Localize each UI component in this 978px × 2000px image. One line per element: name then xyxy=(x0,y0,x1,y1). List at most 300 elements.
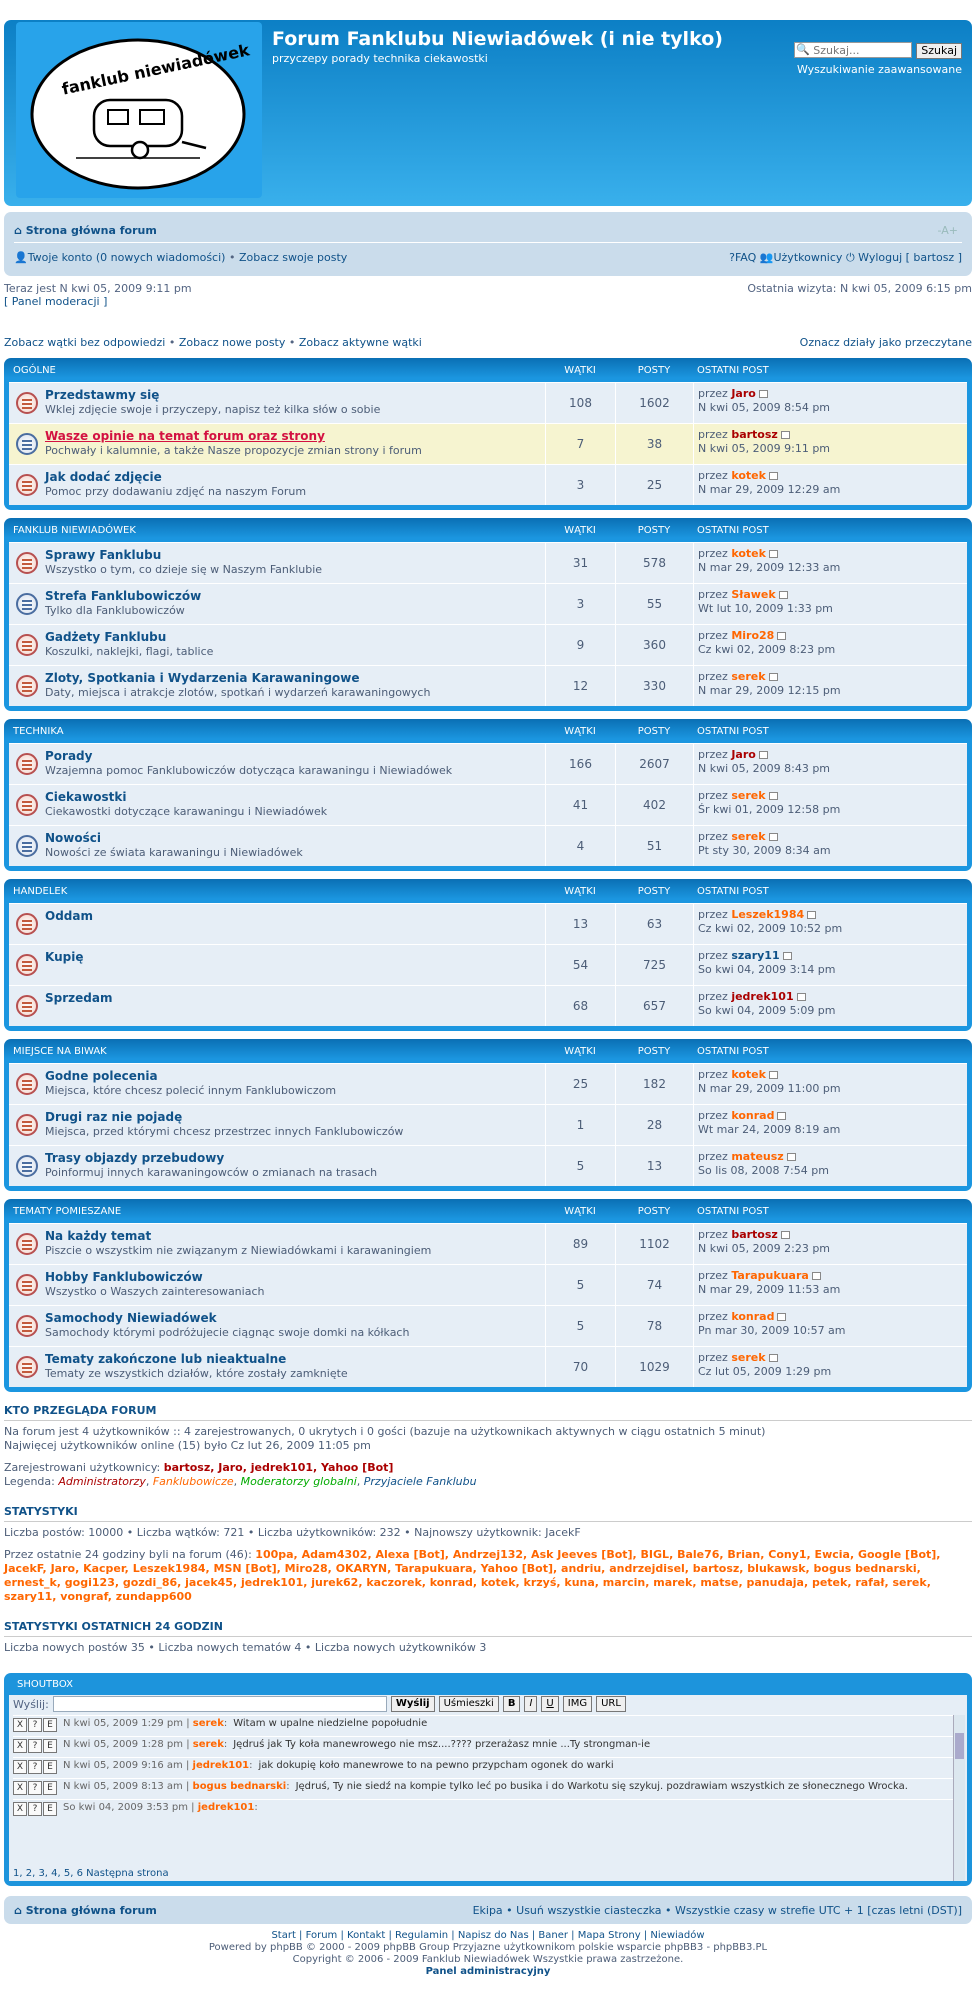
italic-button[interactable]: I xyxy=(524,1696,537,1712)
forum-posts-count: 725 xyxy=(615,945,693,985)
forum-description: Daty, miejsca i atrakcje zlotów, spotkań i wydarzeń karawaningowych xyxy=(45,686,431,699)
statistics-24h xyxy=(4,1620,972,1655)
last-post-by: przez xyxy=(698,469,732,482)
forum-title-cell xyxy=(45,1265,545,1305)
forum-title-cell xyxy=(45,625,545,665)
bold-button[interactable]: B xyxy=(503,1696,521,1712)
last-post-date: N mar 29, 2009 12:29 am xyxy=(698,483,841,496)
last-post-date: Śr kwi 01, 2009 12:58 pm xyxy=(698,803,841,816)
col-topics: WĄTKI xyxy=(564,1045,596,1057)
footer-links[interactable]: Start | Forum | Kontakt | Regulamin | Napisz do Nas | Baner | Mapa Strony | Niewiadów xyxy=(271,1930,705,1941)
shout-user[interactable]: jedrek101 xyxy=(197,1802,255,1813)
last-post-date: Pt sty 30, 2009 8:34 am xyxy=(698,844,831,857)
category-header xyxy=(9,879,967,903)
col-posts: POSTY xyxy=(637,1045,671,1057)
forum-title-link[interactable]: Na każdy temat xyxy=(45,1229,152,1243)
forum-topics-count: 7 xyxy=(545,424,615,464)
forum-row xyxy=(9,825,967,866)
forum-title-link[interactable]: Drugi raz nie pojadę xyxy=(45,1110,183,1124)
forum-topics-count: 12 xyxy=(545,666,615,706)
col-last-post: OSTATNI POST xyxy=(697,1205,769,1217)
view-latest-post-icon[interactable] xyxy=(781,1231,790,1239)
active-topics-link[interactable]: Zobacz aktywne wątki xyxy=(298,336,422,349)
forum-title-link[interactable]: Wasze opinie na temat forum oraz strony xyxy=(45,429,325,443)
view-latest-post-icon[interactable] xyxy=(769,550,778,558)
unanswered-link[interactable]: Zobacz wątki bez odpowiedzi xyxy=(4,336,166,349)
forum-title-cell xyxy=(45,826,545,866)
forum-last-post xyxy=(693,826,967,866)
forum-status-icon xyxy=(9,826,45,866)
view-latest-post-icon[interactable] xyxy=(769,472,778,480)
forum-status-icon xyxy=(9,543,45,583)
forum-topics-count: 3 xyxy=(545,584,615,624)
last-post-user[interactable]: jedrek101 xyxy=(731,990,794,1003)
logout-link[interactable] xyxy=(846,251,962,264)
shout-message xyxy=(13,1715,953,1734)
edit-button[interactable]: E xyxy=(43,1718,57,1732)
col-topics: WĄTKI xyxy=(564,364,596,376)
search-input[interactable] xyxy=(794,42,912,58)
col-posts: POSTY xyxy=(637,725,671,737)
last-post-by: przez xyxy=(698,1150,732,1163)
forum-title-link[interactable]: Samochody Niewiadówek xyxy=(45,1311,217,1325)
view-latest-post-icon[interactable] xyxy=(807,911,816,919)
forum-last-post xyxy=(693,666,967,706)
shout-user[interactable]: bogus bednarski xyxy=(192,1781,287,1792)
last-post-user[interactable]: kotek xyxy=(731,1068,766,1081)
forum-row xyxy=(9,583,967,624)
forum-row xyxy=(9,1063,967,1104)
underline-button[interactable]: U xyxy=(541,1696,558,1712)
forum-posts-count: 2607 xyxy=(615,744,693,784)
forum-title-link[interactable]: Porady xyxy=(45,749,93,763)
forum-title-link[interactable]: Hobby Fanklubowiczów xyxy=(45,1270,203,1284)
send-label: Wyślij: xyxy=(13,1697,49,1711)
scroll-thumb[interactable] xyxy=(955,1733,964,1759)
forum-read-icon xyxy=(16,1315,38,1337)
col-posts: POSTY xyxy=(637,885,671,897)
forum-read-icon xyxy=(16,474,38,496)
shout-message xyxy=(13,1778,953,1797)
forum-title-cell xyxy=(45,785,545,825)
forum-title-link[interactable]: Tematy zakończone lub nieaktualne xyxy=(45,1352,287,1366)
members-label: Użytkownicy xyxy=(773,251,843,264)
last-post-user[interactable]: konrad xyxy=(731,1310,775,1323)
forum-row xyxy=(9,382,967,423)
delete-button[interactable]: X xyxy=(13,1760,27,1774)
forum-category xyxy=(4,358,972,510)
forum-topics-count: 54 xyxy=(545,945,615,985)
category-title[interactable]: TEMATY POMIESZANE xyxy=(13,1205,122,1217)
shout-meta: So kwi 04, 2009 3:53 pm | jedrek101: xyxy=(63,1802,258,1813)
members-icon: 👥 xyxy=(759,251,774,264)
forum-read-icon xyxy=(16,753,38,775)
shout-text: Jędruś, Ty nie siedź na kompie tylko leć po busika i do Warkotu się szykuj. pozdrawiam wszystkich ze słonecznego Wrocka. xyxy=(295,1781,908,1792)
last-post-user[interactable]: serek xyxy=(731,830,766,843)
forum-last-post xyxy=(693,1347,967,1387)
forum-title-link[interactable]: Jak dodać zdjęcie xyxy=(45,470,162,484)
edit-button[interactable]: E xyxy=(43,1781,57,1795)
view-latest-post-icon[interactable] xyxy=(769,1071,778,1079)
col-topics: WĄTKI xyxy=(564,1205,596,1217)
forum-title-link[interactable]: Zloty, Spotkania i Wydarzenia Karawaningowe xyxy=(45,671,360,685)
forum-title-link[interactable]: Oddam xyxy=(45,909,93,923)
view-latest-post-icon[interactable] xyxy=(769,833,778,841)
last-post-user[interactable]: serek xyxy=(731,1351,766,1364)
view-latest-post-icon[interactable] xyxy=(781,431,790,439)
last-post-date: Pn mar 30, 2009 10:57 am xyxy=(698,1324,846,1337)
faq-label: FAQ xyxy=(734,251,757,264)
forum-title-link[interactable]: Strefa Fanklubowiczów xyxy=(45,589,202,603)
forum-read-icon xyxy=(16,1155,38,1177)
current-time: Teraz jest N kwi 05, 2009 9:11 pm xyxy=(4,282,192,295)
forum-status-icon xyxy=(9,625,45,665)
forum-status-icon xyxy=(9,785,45,825)
forum-topics-count: 31 xyxy=(545,543,615,583)
legend-admins[interactable]: Administratorzy xyxy=(58,1475,146,1488)
forum-posts-count: 38 xyxy=(615,424,693,464)
site-title[interactable]: Forum Fanklubu Niewiadówek (i nie tylko) xyxy=(272,28,723,50)
forum-title-cell xyxy=(45,1306,545,1346)
stats24-title: STATYSTYKI OSTATNICH 24 GODZIN xyxy=(4,1620,972,1637)
last-post-date: Wt lut 10, 2009 1:33 pm xyxy=(698,602,833,615)
info-button[interactable]: ? xyxy=(28,1739,42,1753)
faq-icon: ? xyxy=(729,251,735,264)
col-topics: WĄTKI xyxy=(564,885,596,897)
home-label: Strona główna forum xyxy=(25,224,157,237)
forum-title-cell xyxy=(45,383,545,423)
last-post-user[interactable]: szary11 xyxy=(731,949,780,962)
footer-home-link[interactable] xyxy=(14,1904,157,1917)
forum-topics-count: 70 xyxy=(545,1347,615,1387)
forum-status-icon xyxy=(9,945,45,985)
edit-button[interactable]: E xyxy=(43,1739,57,1753)
forum-posts-count: 28 xyxy=(615,1105,693,1145)
forum-title-link[interactable]: Trasy objazdy przebudowy xyxy=(45,1151,225,1165)
forum-title-link[interactable]: Sprawy Fanklubu xyxy=(45,548,162,562)
shoutbox-pagination[interactable]: 1, 2, 3, 4, 5, 6 Następna strona xyxy=(13,1868,169,1879)
forum-description: Koszulki, naklejki, flagi, tablice xyxy=(45,645,214,658)
search-box xyxy=(794,42,962,76)
forum-title-cell xyxy=(45,1105,545,1145)
forum-title-link[interactable]: Gadżety Fanklubu xyxy=(45,630,167,644)
shout-time: N kwi 05, 2009 1:29 pm | xyxy=(63,1718,193,1729)
last-post-by: przez xyxy=(698,908,732,921)
forum-row xyxy=(9,743,967,784)
category-title[interactable]: MIEJSCE NA BIWAK xyxy=(13,1045,107,1057)
forum-description: Samochody którymi podróżujecie ciągnąc swoje domki na kółkach xyxy=(45,1326,410,1339)
shout-user[interactable]: jedrek101 xyxy=(192,1760,250,1771)
last-post-user[interactable]: Leszek1984 xyxy=(731,908,805,921)
info-button[interactable]: ? xyxy=(28,1718,42,1732)
view-latest-post-icon[interactable] xyxy=(759,390,768,398)
forum-title-cell xyxy=(45,584,545,624)
shout-time: So kwi 04, 2009 3:53 pm | xyxy=(63,1802,198,1813)
last-post-date: Cz kwi 02, 2009 8:23 pm xyxy=(698,643,836,656)
forum-title-cell xyxy=(45,986,545,1026)
delete-button[interactable]: X xyxy=(13,1718,27,1732)
copyright-text: Copyright © 2006 - 2009 Fanklub Niewiadówek Wszystkie prawa zastrzeżone. xyxy=(292,1954,684,1965)
category-title[interactable]: OGÓLNE xyxy=(13,364,56,376)
faq-link[interactable] xyxy=(729,251,756,264)
shout-meta: N kwi 05, 2009 1:28 pm | serek: xyxy=(63,1739,228,1750)
edit-button[interactable]: E xyxy=(43,1760,57,1774)
last-post-user[interactable]: Tarapukuara xyxy=(731,1269,809,1282)
col-last-post: OSTATNI POST xyxy=(697,364,769,376)
forum-status-icon xyxy=(9,1265,45,1305)
shout-user[interactable]: serek xyxy=(192,1739,224,1750)
last-post-by: przez xyxy=(698,990,732,1003)
legend-fans[interactable]: Fanklubowicze xyxy=(152,1475,234,1488)
delete-button[interactable]: X xyxy=(13,1802,27,1816)
send-button[interactable]: Wyślij xyxy=(391,1696,435,1712)
forum-row xyxy=(9,944,967,985)
footer-home-label: Strona główna forum xyxy=(25,1904,157,1917)
shout-message xyxy=(13,1799,953,1818)
forum-title-link[interactable]: Ciekawostki xyxy=(45,790,127,804)
navbar xyxy=(4,212,972,276)
shout-actions xyxy=(13,1760,57,1774)
info-button[interactable]: ? xyxy=(28,1802,42,1816)
forum-read-icon xyxy=(16,552,38,574)
who-is-online xyxy=(4,1404,972,1489)
category-title[interactable]: FANKLUB NIEWIADÓWEK xyxy=(13,524,136,536)
footer-nav xyxy=(4,1896,972,1924)
view-latest-post-icon[interactable] xyxy=(769,792,778,800)
last-post-user[interactable]: bartosz xyxy=(731,1228,778,1241)
last-post-by: przez xyxy=(698,830,732,843)
forum-topics-count: 9 xyxy=(545,625,615,665)
moderation-panel-link[interactable]: [ Panel moderacji ] xyxy=(4,295,108,308)
view-latest-post-icon[interactable] xyxy=(779,591,788,599)
last-post-date: N mar 29, 2009 11:00 pm xyxy=(698,1082,841,1095)
footer-right-links[interactable]: Ekipa • Usuń wszystkie ciasteczka • Wszystkie czasy w strefie UTC + 1 [czas letni (DST)] xyxy=(472,1904,962,1917)
forum-read-icon xyxy=(16,1233,38,1255)
last-post-date: N mar 29, 2009 12:15 pm xyxy=(698,684,841,697)
forum-topics-count: 166 xyxy=(545,744,615,784)
legend-friends[interactable]: Przyjaciele Fanklubu xyxy=(363,1475,477,1488)
shoutbox-title: SHOUTBOX xyxy=(17,1679,73,1690)
account-link[interactable] xyxy=(14,251,225,264)
view-latest-post-icon[interactable] xyxy=(777,1313,786,1321)
forum-topics-count: 41 xyxy=(545,785,615,825)
forum-row xyxy=(9,464,967,505)
col-last-post: OSTATNI POST xyxy=(697,524,769,536)
url-button[interactable]: URL xyxy=(596,1696,626,1712)
view-latest-post-icon[interactable] xyxy=(769,673,778,681)
forum-title-cell xyxy=(45,543,545,583)
powered-by: Powered by phpBB © 2000 - 2009 phpBB Group Przyjazne użytkownikom polskie wsparcie phpBB3 - phpBB3.PL xyxy=(208,1942,768,1953)
search-button[interactable]: Szukaj xyxy=(916,43,962,59)
forum-topics-count: 1 xyxy=(545,1105,615,1145)
forum-title-link[interactable]: Nowości xyxy=(45,831,101,845)
forum-posts-count: 657 xyxy=(615,986,693,1026)
forum-status-icon xyxy=(9,465,45,505)
forum-row xyxy=(9,1223,967,1264)
view-latest-post-icon[interactable] xyxy=(777,1112,786,1120)
forum-title-link[interactable]: Przedstawmy się xyxy=(45,388,160,402)
forum-status-icon xyxy=(9,1306,45,1346)
last-post-user[interactable]: Jaro xyxy=(731,748,756,761)
smilies-button[interactable]: Uśmieszki xyxy=(439,1696,499,1712)
forum-row xyxy=(9,542,967,583)
forum-title-link[interactable]: Godne polecenia xyxy=(45,1069,158,1083)
last-post-by: przez xyxy=(698,949,732,962)
last-post-user[interactable]: Miro28 xyxy=(731,629,775,642)
forum-row xyxy=(9,1264,967,1305)
forum-read-icon xyxy=(16,675,38,697)
forum-last-post xyxy=(693,543,967,583)
forum-category xyxy=(4,879,972,1031)
last-post-user[interactable]: Jaro xyxy=(731,387,756,400)
registered-label: Zarejestrowani użytkownicy: xyxy=(4,1461,164,1474)
logo-text: fanklub niewiadówek xyxy=(60,40,252,99)
home-link[interactable] xyxy=(14,224,157,237)
info-button[interactable]: ? xyxy=(28,1760,42,1774)
own-posts-link[interactable]: Zobacz swoje posty xyxy=(238,251,348,264)
category-title[interactable]: HANDELEK xyxy=(13,885,68,897)
forum-status-icon xyxy=(9,1064,45,1104)
view-latest-post-icon[interactable] xyxy=(769,1354,778,1362)
shoutbox-body xyxy=(9,1695,967,1881)
category-header xyxy=(9,518,967,542)
forum-last-post xyxy=(693,383,967,423)
last-visit: Ostatnia wizyta: N kwi 05, 2009 6:15 pm xyxy=(747,282,972,295)
col-posts: POSTY xyxy=(637,1205,671,1217)
registered-users xyxy=(4,1461,972,1475)
forum-description: Wzajemna pomoc Fanklubowiczów dotycząca karawaningu i Niewiadówek xyxy=(45,764,453,777)
shout-user[interactable]: serek xyxy=(192,1718,224,1729)
last-post-date: So kwi 04, 2009 3:14 pm xyxy=(698,963,836,976)
last-post-user[interactable]: mateusz xyxy=(731,1150,784,1163)
forum-title-link[interactable]: Kupię xyxy=(45,950,84,964)
forum-last-post xyxy=(693,945,967,985)
category-title[interactable]: TECHNIKA xyxy=(13,725,64,737)
last-post-by: przez xyxy=(698,1068,732,1081)
last-post-user[interactable]: Sławek xyxy=(731,588,776,601)
mark-read-link[interactable]: Oznacz działy jako przeczytane xyxy=(799,336,972,349)
last-post-by: przez xyxy=(698,428,732,441)
forum-last-post xyxy=(693,424,967,464)
forum-last-post xyxy=(693,1306,967,1346)
last-post-user[interactable]: serek xyxy=(731,670,766,683)
forum-description: Ciekawostki dotyczące karawaningu i Niewiadówek xyxy=(45,805,328,818)
view-latest-post-icon[interactable] xyxy=(759,751,768,759)
admin-panel-link[interactable]: Panel administracyjny xyxy=(425,1966,551,1977)
members-link[interactable] xyxy=(760,251,843,264)
view-latest-post-icon[interactable] xyxy=(783,952,792,960)
forum-category xyxy=(4,1199,972,1392)
shout-meta: N kwi 05, 2009 8:13 am | bogus bednarski: xyxy=(63,1781,290,1792)
shout-input[interactable] xyxy=(53,1696,387,1712)
view-latest-post-icon[interactable] xyxy=(787,1153,796,1161)
forum-read-icon xyxy=(16,995,38,1017)
forum-row xyxy=(9,1346,967,1387)
edit-button[interactable]: E xyxy=(43,1802,57,1816)
img-button[interactable]: IMG xyxy=(563,1696,592,1712)
last-post-user[interactable]: bartosz xyxy=(731,428,778,441)
forum-topics-count: 68 xyxy=(545,986,615,1026)
forum-category xyxy=(4,719,972,871)
copyright xyxy=(4,1930,972,1978)
new-posts-link[interactable]: Zobacz nowe posty xyxy=(178,336,286,349)
forum-status-icon xyxy=(9,1105,45,1145)
forum-last-post xyxy=(693,584,967,624)
delete-button[interactable]: X xyxy=(13,1781,27,1795)
stats-line: Liczba postów: 10000 • Liczba wątków: 721 • Liczba użytkowników: 232 • Najnowszy użytkownik: JacekF xyxy=(4,1526,581,1539)
last-post-date: Cz kwi 02, 2009 10:52 pm xyxy=(698,922,843,935)
forum-topics-count: 3 xyxy=(545,465,615,505)
registered-list[interactable]: bartosz, Jaro, jedrek101, Yahoo [Bot] xyxy=(163,1461,394,1474)
view-latest-post-icon[interactable] xyxy=(797,993,806,1001)
forum-title-cell xyxy=(45,666,545,706)
logout-label: Wyloguj [ bartosz ] xyxy=(858,251,962,264)
last24-list[interactable]: 100pa, Adam4302, Alexa [Bot], Andrzej132, Ask Jeeves [Bot], BIGL, Bale76, Brian, Cony1, Ewcia, Google [Bot], JacekF, Jaro, Kacper, Leszek1984, MSN [Bot], Miro28, OKARYN, Tarapukuara, Yahoo [Bot], andriu, andrzejdisel, bartosz, blukawsk, bogus bednarski, ernest_k, gogi123, gozdi_86, jacek45, jedrek101, jurek62, kaczorek, konrad, kotek, krzyś, kuna, marcin, marek, matse, panudaja, petek, rafał, serek, szary11, vongraf, zundapp600 xyxy=(4,1548,941,1603)
last-post-by: przez xyxy=(698,1310,732,1323)
shout-time: N kwi 05, 2009 8:13 am | xyxy=(63,1781,193,1792)
last-post-user[interactable]: kotek xyxy=(731,547,766,560)
user-menu-right xyxy=(729,251,962,265)
forum-posts-count: 402 xyxy=(615,785,693,825)
shout-text: Witam w upalne niedzielne popołudnie xyxy=(233,1718,428,1729)
category-header xyxy=(9,719,967,743)
legend-mods[interactable]: Moderatorzy globalni xyxy=(240,1475,357,1488)
shout-message xyxy=(13,1757,953,1776)
col-posts: POSTY xyxy=(637,524,671,536)
last-post-user[interactable]: kotek xyxy=(731,469,766,482)
forum-description: Pochwały i kalumnie, a także Nasze propozycje zmian strony i forum xyxy=(45,444,422,457)
view-latest-post-icon[interactable] xyxy=(777,632,786,640)
forum-posts-count: 330 xyxy=(615,666,693,706)
advanced-search-link[interactable]: Wyszukiwanie zaawansowane xyxy=(796,62,962,76)
forum-read-icon xyxy=(16,1073,38,1095)
forum-last-post xyxy=(693,1105,967,1145)
forum-row xyxy=(9,1305,967,1346)
forum-description: Miejsca, przed którymi chcesz przestrzec innych Fanklubowiczów xyxy=(45,1125,404,1138)
forum-title-link[interactable]: Sprzedam xyxy=(45,991,113,1005)
user-menu: 👤Twoje konto (0 nowych wiadomości) • Zobacz swoje posty ?FAQ 👥Użytkownicy ⏻ Wyloguj [ bartosz ] xyxy=(14,242,962,264)
forum-category xyxy=(4,1039,972,1191)
delete-button[interactable]: X xyxy=(13,1739,27,1753)
forum-row xyxy=(9,1145,967,1186)
stats-title: STATYSTYKI xyxy=(4,1505,972,1522)
forum-title-cell xyxy=(45,1064,545,1104)
last-post-date: So lis 08, 2008 7:54 pm xyxy=(698,1164,829,1177)
forum-topics-count: 25 xyxy=(545,1064,615,1104)
forum-description: Piszcie o wszystkim nie związanym z Niewiadówkami i karawaningiem xyxy=(45,1244,432,1257)
who-line-2: Najwięcej użytkowników online (15) było Cz lut 26, 2009 11:05 pm xyxy=(4,1439,371,1452)
shout-actions xyxy=(13,1802,57,1816)
forum-posts-count: 182 xyxy=(615,1064,693,1104)
info-button[interactable]: ? xyxy=(28,1781,42,1795)
forum-description: Tylko dla Fanklubowiczów xyxy=(45,604,185,617)
forum-last-post xyxy=(693,1265,967,1305)
forum-categories xyxy=(4,358,972,1392)
shout-messages xyxy=(9,1715,967,1818)
site-header xyxy=(4,20,972,206)
site-logo[interactable] xyxy=(16,22,262,198)
last-post-user[interactable]: konrad xyxy=(731,1109,775,1122)
search-icon: 🔍 xyxy=(796,43,810,56)
font-size-toggle[interactable]: -A+ xyxy=(937,224,958,237)
forum-last-post xyxy=(693,1224,967,1264)
col-last-post: OSTATNI POST xyxy=(697,1045,769,1057)
forum-posts-count: 63 xyxy=(615,904,693,944)
last-post-user[interactable]: serek xyxy=(731,789,766,802)
power-icon: ⏻ xyxy=(845,251,859,264)
view-latest-post-icon[interactable] xyxy=(812,1272,821,1280)
shoutbox-scrollbar[interactable] xyxy=(953,1715,965,1881)
